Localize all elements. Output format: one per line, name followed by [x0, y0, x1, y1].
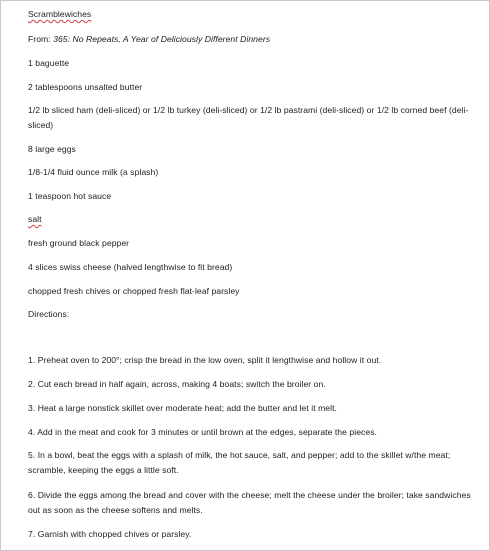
source-prefix: From:: [28, 34, 54, 44]
ingredient-item: 2 tablespoons unsalted butter: [28, 82, 143, 92]
ingredient-item: 1 baguette: [28, 58, 70, 68]
directions-heading: Directions:: [28, 309, 70, 319]
direction-step: 5. In a bowl, beat the eggs with a splash of milk, the hot sauce, salt, and pepper; add to the skillet w/the meat; scramble, keeping the eggs a little soft.: [28, 450, 451, 475]
direction-step: 3. Heat a large nonstick skillet over moderate heat; add the butter and let it melt.: [28, 403, 337, 413]
ingredient-item: 4 slices swiss cheese (halved lengthwise to fit bread): [28, 262, 233, 272]
direction-step: 4. Add in the meat and cook for 3 minutes or until brown at the edges, separate the pieces.: [28, 427, 377, 437]
ingredient-item: 1 teaspoon hot sauce: [28, 191, 112, 201]
recipe-title: Scramblewiches: [28, 9, 92, 19]
direction-step: 7. Garnish with chopped chives or parsley.: [28, 529, 192, 539]
direction-step: 1. Preheat oven to 200°; crisp the bread in the low oven, split it lengthwise and hollow it out.: [28, 355, 382, 365]
ingredient-item: 1/2 lb sliced ham (deli-sliced) or 1/2 lb turkey (deli-sliced) or 1/2 lb pastrami (deli-sliced) or 1/2 lb corned beef (deli-sliced): [28, 105, 469, 130]
source-book-title: 365: No Repeats, A Year of Deliciously Different Dinners: [53, 34, 271, 44]
ingredient-item: 8 large eggs: [28, 144, 76, 154]
ingredient-item: salt: [28, 214, 42, 224]
ingredient-item: 1/8-1/4 fluid ounce milk (a splash): [28, 167, 159, 177]
recipe-source: [28, 32, 479, 47]
ingredient-item: fresh ground black pepper: [28, 238, 130, 248]
direction-step: 6. Divide the eggs among the bread and cover with the cheese; melt the cheese under the broiler; take sandwiches out as soon as the cheese softens and melts.: [28, 490, 471, 515]
ingredient-item: chopped fresh chives or chopped fresh flat-leaf parsley: [28, 286, 240, 296]
direction-step: 2. Cut each bread in half again, across, making 4 boats; switch the broiler on.: [28, 379, 326, 389]
